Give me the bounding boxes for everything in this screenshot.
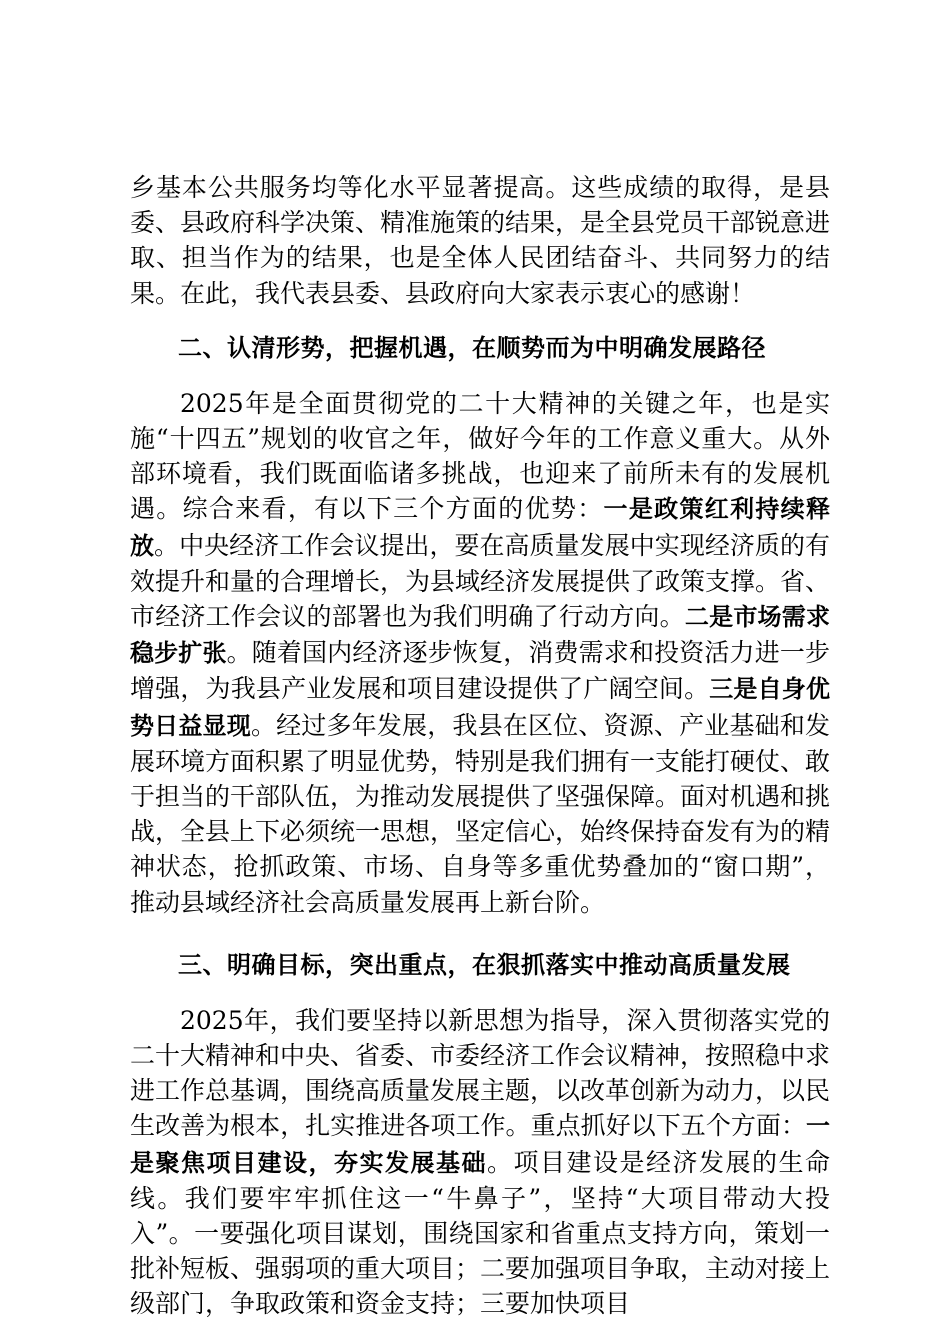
bold-phrase: 二是市场需求稳步扩张 — [130, 603, 830, 668]
spacer — [130, 311, 830, 331]
paragraph-text: 。项目建设是经济发展的生命线。我们要牢牢抓住这一“牛鼻子”，坚持“大项目带动大投入”。一要强化项目谋划，围绕国家和省重点支持方向，策划一批补短板、强弱项的重大项目；二要加强项目争取，主动对接上级部门，争取政策和资金支持；三要加快项目 — [130, 1147, 831, 1319]
document-page — [130, 170, 830, 1322]
paragraph-text: 。随着国内经济逐步恢复，消费需求和投资活力进一步增强，为我县产业发展和项目建设提供了广阔空间。 — [130, 638, 830, 704]
section-heading-2: 二、认清形势，把握机遇，在顺势而为中明确发展路径 — [178, 333, 766, 362]
paragraph-text: 。经过多年发展，我县在区位、资源、产业基础和发展环境方面积累了明显优势，特别是我们拥有一支能打硬仗、敢于担当的干部队伍，为推动发展提供了坚强保障。面对机遇和挑战，全县上下必须统一思想，坚定信心，始终保持奋发有为的精神状态，抢抓政策、市场、自身等多重优势叠加的“窗口期”，推动县域经济社会高质量发展再上新台阶。 — [130, 710, 831, 917]
paragraph-achievements: 乡基本公共服务均等化水平显著提高。这些成绩的取得，是县委、县政府科学决策、精准施策的结果，是全县党员干部锐意进取、担当作为的结果，也是全体人民团结奋斗、共同努力的结果。在此，我代表县委、县政府向大家表示衷心的感谢！ — [130, 173, 831, 308]
spacer — [130, 920, 830, 948]
paragraph-situation — [130, 386, 830, 920]
spacer — [130, 366, 830, 386]
paragraph-goals — [130, 1003, 830, 1322]
paragraph-text: 2025年是全面贯彻党的二十大精神的关键之年，也是实施“十四五”规划的收官之年，做好今年的工作意义重大。从外部环境看，我们既面临诸多挑战，也迎来了前所未有的发展机遇。综合来看，有以下三个方面的优势： — [130, 388, 830, 524]
bold-phrase: 一是聚焦项目建设，夯实发展基础 — [130, 1112, 830, 1177]
section-heading-3: 三、明确目标，突出重点，在狠抓落实中推动高质量发展 — [178, 950, 791, 979]
bold-phrase: 一是政策红利持续释放 — [130, 495, 830, 560]
paragraph-text: 。中央经济工作会议提出，要在高质量发展中实现经济质的有效提升和量的合理增长，为县域经济发展提供了政策支撑。省、市经济工作会议的部署也为我们明确了行动方向。 — [130, 530, 831, 632]
spacer — [130, 983, 830, 1003]
paragraph-text: 2025年，我们要坚持以新思想为指导，深入贯彻落实党的二十大精神和中央、省委、市委经济工作会议精神，按照稳中求进工作总基调，围绕高质量发展主题，以改革创新为动力，以民生改善为根本，扎实推进各项工作。重点抓好以下五个方面： — [130, 1005, 831, 1141]
bold-phrase: 三是自身优势日益显现 — [130, 675, 830, 740]
